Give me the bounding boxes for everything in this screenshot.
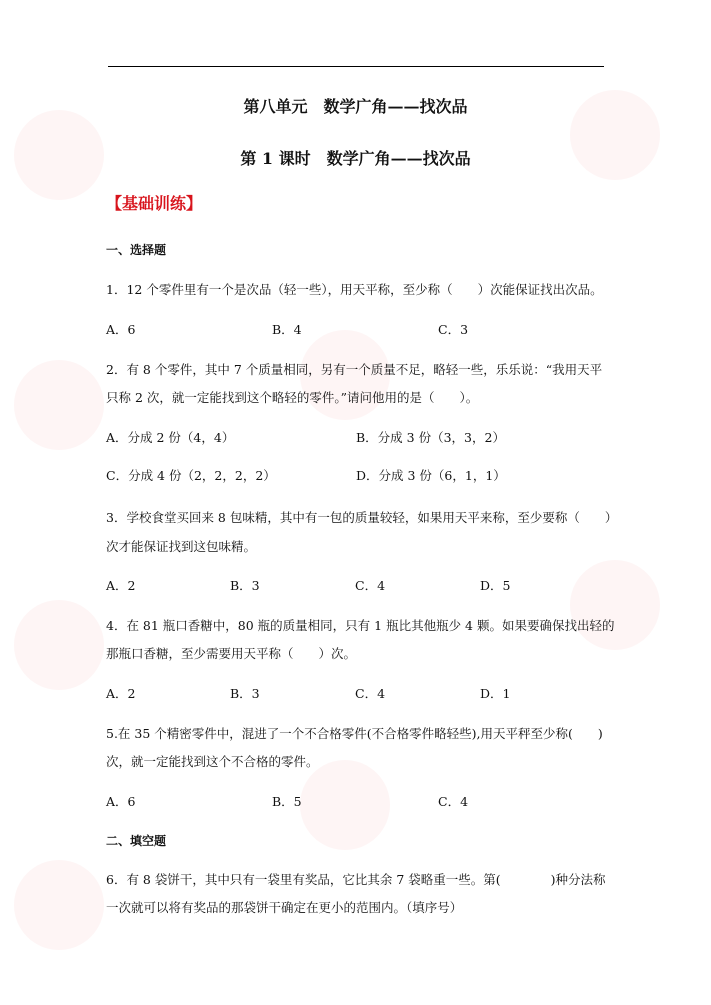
q5-option-c: C．4 xyxy=(438,794,469,809)
q3-option-b: B．3 xyxy=(230,578,260,593)
q4-option-b: B．3 xyxy=(230,686,260,701)
q5-option-b: B．5 xyxy=(272,794,302,809)
watermark-mark xyxy=(570,560,660,650)
question-2-line-2: 只称 2 次，就一定能找到这个略轻的零件。”请问他用的是（ ）。 xyxy=(106,390,479,405)
watermark-mark xyxy=(14,860,104,950)
part2-heading: 二、填空题 xyxy=(106,834,167,848)
question-4-line-2: 那瓶口香糖，至少需要用天平称（ ）次。 xyxy=(106,646,357,661)
question-1: 1．12 个零件里有一个是次品（轻一些），用天平称，至少称（ ）次能保证找出次品。 xyxy=(106,282,603,297)
q4-option-c: C．4 xyxy=(355,686,386,701)
q3-option-c: C．4 xyxy=(355,578,386,593)
lesson-title: 第 1 课时 数学广角——找次品 xyxy=(240,149,471,168)
watermark-mark xyxy=(14,360,104,450)
q2-option-b: B．分成 3 份（3，3，2） xyxy=(356,430,505,445)
q2-option-a: A．分成 2 份（4，4） xyxy=(106,430,235,445)
watermark-mark xyxy=(14,600,104,690)
unit-title: 第八单元 数学广角——找次品 xyxy=(243,97,468,116)
q2-option-c: C．分成 4 份（2，2，2，2） xyxy=(106,468,276,483)
question-6-line-1: 6．有 8 袋饼干，其中只有一袋里有奖品，它比其余 7 袋略重一些。第( )种分法称 xyxy=(106,872,606,887)
watermark-mark xyxy=(300,760,390,850)
part1-heading: 一、选择题 xyxy=(106,243,167,257)
question-5-line-2: 次，就一定能找到这个不合格的零件。 xyxy=(106,754,319,769)
q1-option-b: B．4 xyxy=(272,322,302,337)
question-3-line-1: 3．学校食堂买回来 8 包味精，其中有一包的质量较轻，如果用天平来称，至少要称（ ） xyxy=(106,510,618,525)
question-3-line-2: 次才能保证找到这包味精。 xyxy=(106,539,257,554)
section-label: 【基础训练】 xyxy=(106,194,203,213)
q4-option-d: D．1 xyxy=(480,686,511,701)
q1-option-c: C．3 xyxy=(438,322,469,337)
q3-option-d: D．5 xyxy=(480,578,511,593)
q5-option-a: A．6 xyxy=(106,794,136,809)
header-rule xyxy=(108,66,604,67)
q1-option-a: A．6 xyxy=(106,322,136,337)
q4-option-a: A．2 xyxy=(106,686,136,701)
question-5-line-1: 5.在 35 个精密零件中，混进了一个不合格零件(不合格零件略轻些),用天平秤至少称( ) xyxy=(106,726,603,741)
q2-option-d: D．分成 3 份（6，1，1） xyxy=(356,468,506,483)
q3-option-a: A．2 xyxy=(106,578,136,593)
question-6-line-2: 一次就可以将有奖品的那袋饼干确定在更小的范围内。（填序号） xyxy=(106,900,463,915)
question-2-line-1: 2．有 8 个零件，其中 7 个质量相同，另有一个质量不足，略轻一些，乐乐说：“我用天平 xyxy=(106,362,603,377)
question-4-line-1: 4．在 81 瓶口香糖中，80 瓶的质量相同，只有 1 瓶比其他瓶少 4 颗。如果要确保找出轻的 xyxy=(106,618,615,633)
